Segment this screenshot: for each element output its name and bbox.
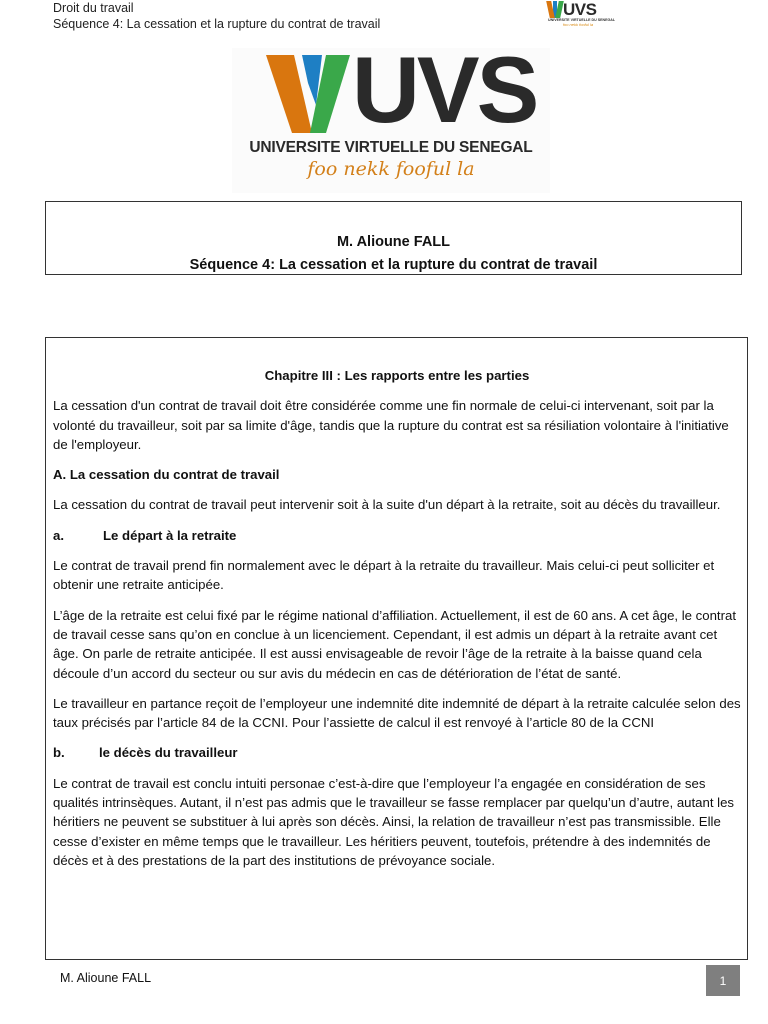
header-logo-abbr: UVS (563, 0, 597, 19)
uvs-v-mark-icon (264, 53, 352, 135)
footer-author: M. Alioune FALL (60, 971, 152, 985)
subsection-a-heading (53, 526, 741, 545)
subsection-b-heading (53, 743, 741, 762)
death-paragraph: Le contrat de travail est conclu intuiti personae c’est-à-dire que l’employeur l’a engagée en considération de ses qualités intrinsèques. Autant, il n’est pas admis que le travailleur se fasse remplacer par quelqu’un d’autre, autant les héritiers ne peuvent se substituer à lui après son décès. Ainsi, la relation de travailleur n’est pas transmissible. Elle cesse d’exister en même temps que le travailleur. Les héritiers peuvent, toutefois, prétendre à des indemnités de décès et à des prestations de la part des institutions de prévoyance sociale. (53, 775, 735, 868)
title-box (45, 201, 742, 275)
running-header (53, 0, 380, 32)
author-name: M. Alioune FALL (336, 234, 451, 250)
subsection-a-number: a. (53, 527, 64, 543)
retirement-paragraph-1: Le contrat de travail prend fin normalement avec le départ à la retraite du travailleur. Mais celui-ci peut solliciter et obtenir une retraite anticipée. (53, 558, 715, 593)
header-logo-name: UNIVERSITE VIRTUELLE DU SENEGAL (548, 18, 616, 22)
retirement-paragraph-3: Le travailleur en partance reçoit de l’employeur une indemnité dite indemnité de départ à la retraite calculée selon des taux précisés par l’article 84 de la CCNI. Pour l’assiette de calcul il est renvoyé à l’article 80 de la CCNI (53, 695, 741, 731)
sequence-subtitle: Séquence 4: La cessation et la rupture du contrat de travail (53, 17, 381, 31)
section-a-paragraph: La cessation du contrat de travail peut intervenir soit à la suite d'un départ à la retraite, soit au décès du travailleur. (53, 497, 721, 513)
header-logo-slogan: foo nekk fooful la (562, 22, 594, 27)
subsection-a-title: Le départ à la retraite (103, 527, 237, 543)
section-a-heading: A. La cessation du contrat de travail (53, 467, 280, 483)
subsection-b-title: le décès du travailleur (99, 745, 238, 761)
course-title: Droit du travail (53, 1, 134, 15)
content-box (45, 337, 748, 960)
intro-paragraph: La cessation d'un contrat de travail doit être considérée comme une fin normale de celui-ci intervenant, soit par la volonté du travailleur, soit par sa limite d'âge, tandis que la rupture du contrat est sa résiliation volontaire à l'initiative de l'employeur. (53, 398, 729, 452)
logo-full-name: UNIVERSITE VIRTUELLE DU SENEGAL (249, 139, 533, 156)
header-logo (548, 0, 616, 28)
retirement-paragraph-2: L’âge de la retraite est celui fixé par le régime national d’affiliation. Actuellement, il est de 60 ans. A cet âge, le contrat de travail cesse sans qu’on en conclue à un licenciement. Cependant, il est admis un départ à la retraite avant cet âge. On parle de retraite anticipée. Il est aussi envisageable de revoir l’âge de la retraite à la baisse quand cela découle d’un accord du secteur ou sur avis du médecin en cas de détérioration de l’état de santé. (53, 607, 736, 681)
uvs-logo (232, 37, 550, 193)
chapter-title: Chapitre III : Les rapports entre les parties (264, 368, 530, 383)
logo-slogan: foo nekk fooful la (307, 158, 475, 180)
page-number: 1 (706, 965, 740, 996)
sequence-title: Séquence 4: La cessation et la rupture du contrat de travail (189, 257, 598, 273)
subsection-b-number: b. (53, 745, 65, 761)
logo-abbr: UVS (352, 37, 537, 142)
